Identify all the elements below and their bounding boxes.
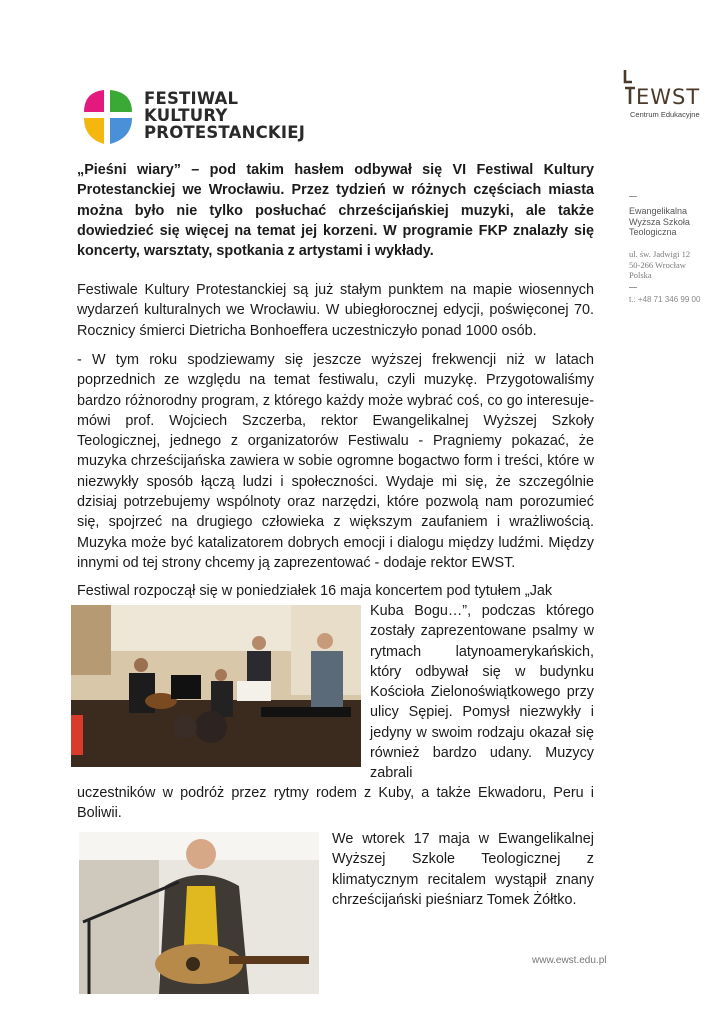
ewst-logo [620, 68, 714, 124]
festival-logo [84, 88, 324, 150]
article-paragraph-end: uczestników w podróż przez rytmy rodem z Kuby, a także Ekwadoru, Peru i Boliwii. [77, 785, 594, 822]
sidebar-phone: t.: +48 71 346 99 00 [629, 295, 701, 304]
singer-image [79, 832, 319, 994]
singer-guitar-photo [79, 832, 319, 994]
footer-url[interactable]: www.ewst.edu.pl [532, 955, 607, 966]
article-paragraph: We wtorek 17 maja w Ewangelikalnej Wyższej Szkole Teologicznej z klimatycznym recitalem wystąpił znany chrześcijański pieśniarz Tomek Żółtko. [332, 831, 594, 908]
ewst-subtitle: Centrum Edukacyjne [630, 110, 700, 119]
band-concert-image [71, 605, 361, 767]
logo-line-2: KULTURY [144, 106, 228, 125]
institution-line: Wyższa Szkoła [629, 216, 690, 227]
sidebar-divider [629, 287, 637, 288]
logo-line-3: PROTESTANCKIEJ [144, 123, 306, 142]
festival-logo-text [144, 90, 305, 141]
festival-cross-logo-icon [84, 90, 132, 146]
institution-line: Teologiczna [629, 227, 677, 237]
article-paragraph-start: Festiwal rozpoczął się w poniedziałek 16 maja koncertem pod tytułem „Jak [77, 583, 553, 599]
sidebar-institution [629, 206, 690, 238]
institution-line: Ewangelikalna [629, 206, 688, 216]
article-paragraph-wrap: Kuba Bogu…”, podczas którego zostały zaprezentowane psalmy w rytmach latynoamerykańskich, który odbywał się w budynku Kościoła Zielonoświątkowego przy ulicy Sępiej. Pomysł niezwykły i jedyny w swoim rodzaju okazał się również bardzo udany. Muzycy zabrali [370, 603, 594, 782]
svg-text:EWST: EWST [636, 85, 701, 108]
sidebar-divider [629, 196, 637, 197]
ewst-logo-icon [620, 68, 710, 108]
article-paragraph: - W tym roku spodziewamy się jeszcze wyższej frekwencji niż w latach poprzednich ze względu na temat festiwalu, czyli muzykę. Przygotowaliśmy bardzo różnorodny program, z którego każdy może wybrać coś, co go interesuje- mówi prof. Wojciech Szczerba, rektor Ewangelikalnej Wyższej Szkoły Teologicznej, jednego z organizatorów Festiwalu - Pragniemy pokazać, że muzyka chrześcijańska zawiera w sobie ogromne bogactwo form i treści, które w niezwykły sposób łączą ludzi i społeczności. Wydaje mi się, że szczególnie dzisiaj potrzebujemy wspólnoty oraz narzędzi, które pozwolą nam porozumieć się, spojrzeć na drugiego człowieka z większym zaufaniem i wrażliwością. Muzyka może być katalizatorem dobrych emocji i dialogu między ludźmi. Między innymi od tej strony chcemy ją zaprezentować - dodaje rektor EWST. [77, 352, 594, 571]
address-line: Polska [629, 270, 652, 280]
article-paragraph: Festiwale Kultury Protestanckiej są już stałym punktem na mapie wiosennych wydarzeń kulturalnych we Wrocławiu. W ubiegłorocznej edycji, poświęconej 70. Rocznicy śmierci Dietricha Bonhoeffera uczestniczyło ponad 1000 osób. [77, 282, 594, 339]
address-line: ul. św. Jadwigi 12 [629, 249, 691, 259]
band-concert-photo [71, 605, 361, 767]
article-lead: „Pieśni wiary” – pod takim hasłem odbywał się VI Festiwal Kultury Protestanckiej we Wrocławiu. Przez tydzień w różnych częściach miasta można było nie tylko posłuchać chrześcijańskiej muzyki, ale także dowiedzieć się więcej na temat jej korzeni. W programie FKP znalazły się koncerty, warsztaty, spotkania z artystami i wykłady. [77, 162, 594, 260]
sidebar-address [629, 249, 690, 281]
address-line: 50-266 Wrocław [629, 259, 686, 270]
logo-line-1: FESTIWAL [144, 89, 239, 108]
